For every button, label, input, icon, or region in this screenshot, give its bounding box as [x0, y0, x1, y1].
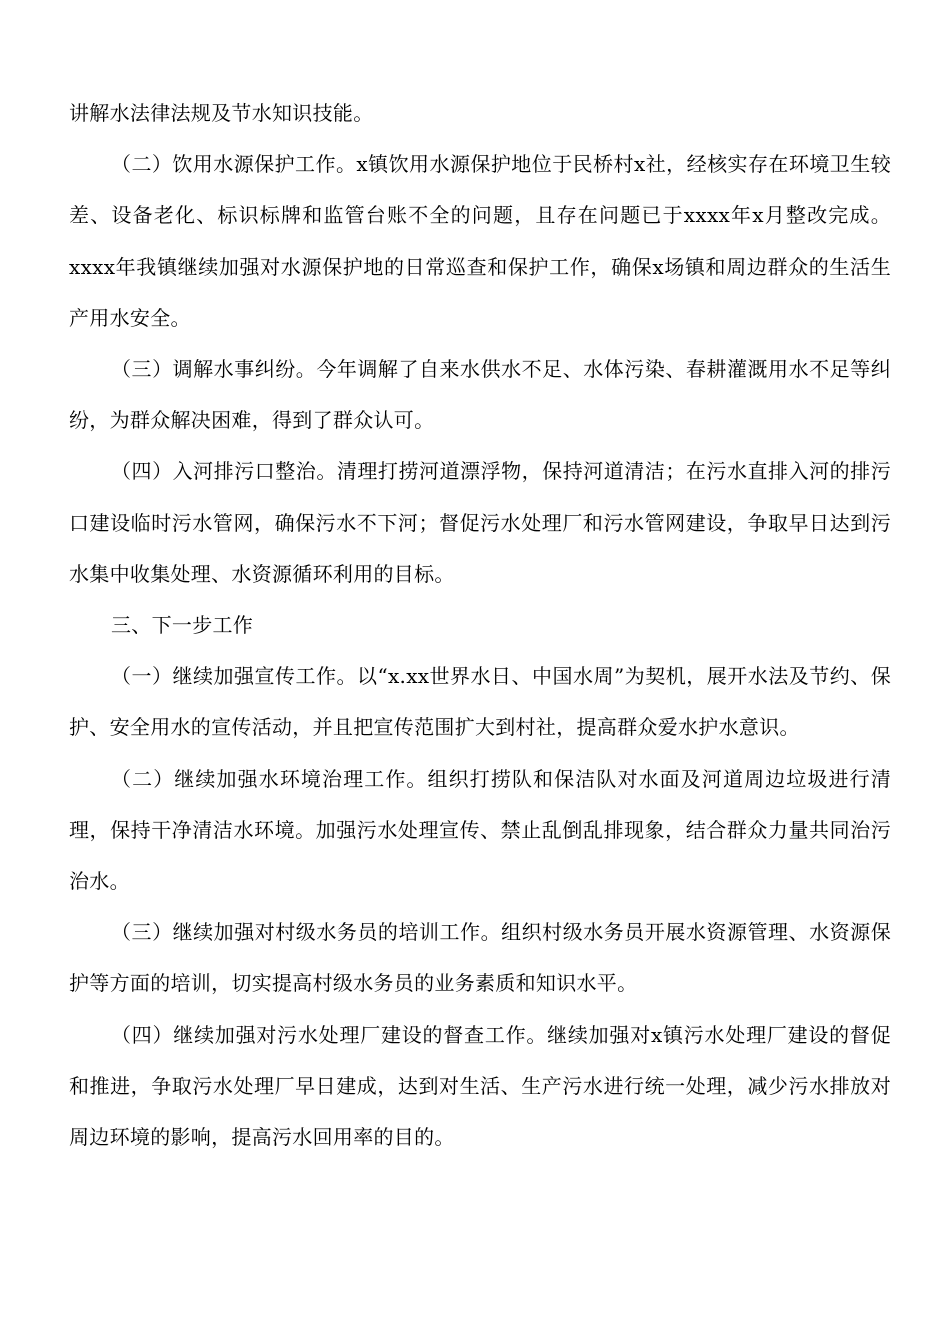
section-heading-next-steps: 三、下一步工作 [111, 613, 254, 638]
paragraph-water-dispute-mediation: （三）调解水事纠纷。今年调解了自来水供水不足、水体污染、春耕灌溉用水不足等纠纷，为群众解决困难，得到了群众认可。 [69, 357, 891, 433]
paragraph-publicity-work: （一）继续加强宣传工作。以“x.xx世界水日、中国水周”为契机，展开水法及节约、保护、安全用水的宣传活动，并且把宣传范围扩大到村社，提高群众爱水护水意识。 [69, 664, 891, 740]
paragraph-water-environment-governance: （二）继续加强水环境治理工作。组织打捞队和保洁队对水面及河道周边垃圾进行清理，保持干净清洁水环境。加强污水处理宣传、禁止乱倒乱排现象，结合群众力量共同治污治水。 [69, 766, 891, 894]
paragraph-sewage-outlet-rectification: （四）入河排污口整治。清理打捞河道漂浮物，保持河道清洁；在污水直排入河的排污口建设临时污水管网，确保污水不下河；督促污水处理厂和污水管网建设，争取早日达到污水集中收集处理、水资源循环利用的目标。 [69, 459, 891, 586]
paragraph-sewage-plant-supervision: （四）继续加强对污水处理厂建设的督查工作。继续加强对x镇污水处理厂建设的督促和推进，争取污水处理厂早日建成，达到对生活、生产污水进行统一处理，减少污水排放对周边环境的影响，提高污水回用率的目的。 [69, 1022, 891, 1150]
paragraph-water-source-protection: （二）饮用水源保护工作。x镇饮用水源保护地位于民桥村x社，经核实存在环境卫生较差、设备老化、标识标牌和监管台账不全的问题，且存在问题已于xxxx年x月整改完成。xxxx年我镇继续加强对水源保护地的日常巡查和保护工作，确保x场镇和周边群众的生活生产用水安全。 [69, 152, 891, 330]
document-body [69, 88, 891, 1163]
paragraph-continuation: 讲解水法律法规及节水知识技能。 [69, 101, 374, 125]
paragraph-village-water-staff-training: （三）继续加强对村级水务员的培训工作。组织村级水务员开展水资源管理、水资源保护等方面的培训，切实提高村级水务员的业务素质和知识水平。 [69, 920, 891, 996]
